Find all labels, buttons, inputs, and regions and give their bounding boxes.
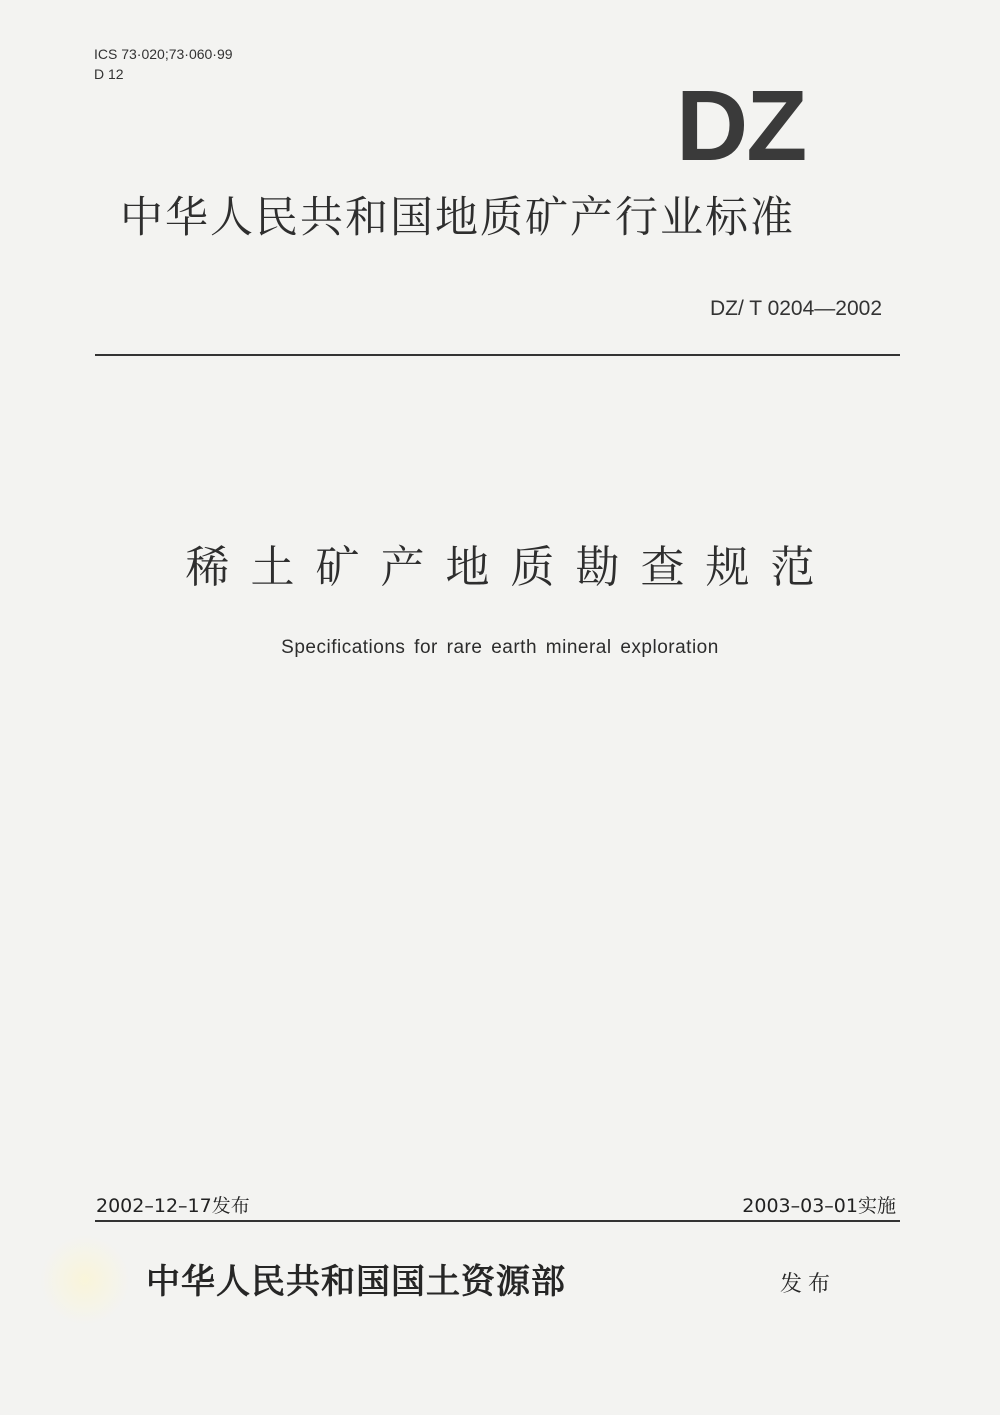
standard-code: DZ/ T 0204—2002	[710, 297, 882, 320]
document-title-chinese-text: 稀土矿产地质勘查规范	[185, 542, 836, 593]
document-title-english: Specifications for rare earth mineral exploration	[281, 637, 719, 658]
ccs-code: D 12	[94, 66, 124, 82]
document-title-chinese	[0, 540, 1000, 596]
paper-stain	[40, 1235, 130, 1325]
issue-date: 2002–12–17发布	[96, 1195, 250, 1217]
publish-label: 发布	[780, 1272, 837, 1297]
bottom-divider	[95, 1220, 900, 1222]
ics-code: ICS 73·020;73·060·99	[94, 46, 233, 62]
dz-logo: DZ	[676, 70, 806, 182]
top-divider	[95, 354, 900, 356]
industry-standard-title: 中华人民共和国地质矿产行业标准	[120, 193, 795, 243]
implementation-date: 2003–03–01实施	[742, 1195, 896, 1217]
publisher-name: 中华人民共和国国土资源部	[146, 1262, 566, 1302]
